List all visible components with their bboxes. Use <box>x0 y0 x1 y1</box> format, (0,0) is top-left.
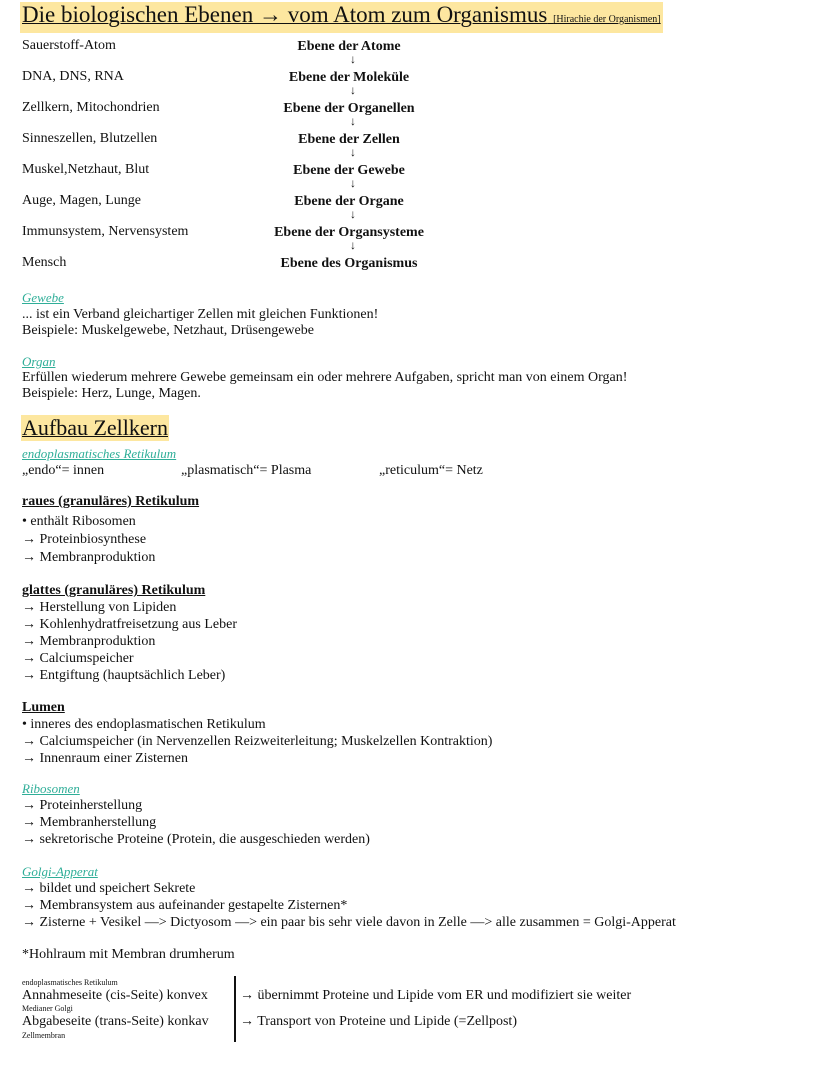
level-name: Ebene der Atome <box>297 39 401 54</box>
glattes-line: → Membranproduktion <box>22 634 156 649</box>
glattes-line: → Calciumspeicher <box>22 651 134 666</box>
organ-line: Beispiele: Herz, Lunge, Magen. <box>22 386 201 401</box>
level-example: Sinneszellen, Blutzellen <box>22 131 158 146</box>
er-term: „endo“= innen <box>22 463 105 478</box>
ribosomen-line: → Proteinherstellung <box>22 798 143 813</box>
gewebe-heading: Gewebe <box>22 290 64 305</box>
title-text: Die biologischen Ebenen → vom Atom zum Organismus <box>22 2 548 27</box>
level-example: Immunsystem, Nervensystem <box>22 224 189 239</box>
level-example: Muskel,Netzhaut, Blut <box>22 162 150 177</box>
arrow-down-icon: ↓ <box>350 176 356 190</box>
ribosomen-line: → sekretorische Proteine (Protein, die ausgeschieden werden) <box>22 832 370 847</box>
organ-heading: Organ <box>22 354 56 369</box>
er-term: „reticulum“= Netz <box>379 463 483 478</box>
table-label: Medianer Golgi <box>22 1004 73 1013</box>
glattes-line: → Herstellung von Lipiden <box>22 600 177 615</box>
table-right: → übernimmt Proteine und Lipide vom ER und modifiziert sie weiter <box>240 988 632 1003</box>
gewebe-line: ... ist ein Verband gleichartiger Zellen mit gleichen Funktionen! <box>22 307 379 322</box>
table-divider <box>234 976 236 1042</box>
er-heading: endoplasmatisches Retikulum <box>22 446 177 461</box>
table-label: Zellmembran <box>22 1031 66 1040</box>
golgi-line: → Membransystem aus aufeinander gestapelte Zisternen* <box>22 898 348 913</box>
table-label: endoplasmatisches Retikulum <box>22 978 118 987</box>
level-example: DNA, DNS, RNA <box>22 69 124 84</box>
level-name: Ebene der Zellen <box>298 132 400 147</box>
raues-line: → Membranproduktion <box>22 550 156 565</box>
level-name: Ebene der Organe <box>294 194 404 209</box>
glattes-heading: glattes (granuläres) Retikulum <box>22 583 206 598</box>
level-name: Ebene der Moleküle <box>288 70 410 85</box>
level-name: Ebene der Gewebe <box>293 163 405 178</box>
footnote: *Hohlraum mit Membran drumherum <box>22 947 235 962</box>
raues-line: • enthält Ribosomen <box>22 514 136 529</box>
golgi-line: → bildet und speichert Sekrete <box>22 881 196 896</box>
table-left: Annahmeseite (cis-Seite) konvex <box>22 988 208 1003</box>
lumen-line: • inneres des endoplasmatischen Retikulum <box>22 717 266 732</box>
level-name: Ebene der Organsysteme <box>274 225 424 240</box>
table-left: Abgabeseite (trans-Seite) konkav <box>22 1014 209 1029</box>
level-example: Sauerstoff-Atom <box>22 38 116 53</box>
title-note: [Hirachie der Organismen] <box>553 14 661 25</box>
ribosomen-heading: Ribosomen <box>22 781 80 796</box>
arrow-down-icon: ↓ <box>350 83 356 97</box>
arrow-down-icon: ↓ <box>350 238 356 252</box>
golgi-heading: Golgi-Apperat <box>22 864 98 879</box>
page-title <box>20 2 663 33</box>
arrow-down-icon: ↓ <box>350 52 356 66</box>
raues-heading: raues (granuläres) Retikulum <box>22 494 200 509</box>
arrow-down-icon: ↓ <box>350 114 356 128</box>
level-example: Zellkern, Mitochondrien <box>22 100 160 115</box>
arrow-down-icon: ↓ <box>350 207 356 221</box>
raues-line: → Proteinbiosynthese <box>22 532 147 547</box>
er-term: „plasmatisch“= Plasma <box>181 463 312 478</box>
lumen-line: → Innenraum einer Zisternen <box>22 751 188 766</box>
level-name: Ebene der Organellen <box>283 101 415 116</box>
organ-line: Erfüllen wiederum mehrere Gewebe gemeinsam ein oder mehrere Aufgaben, spricht man von einem Organ! <box>22 370 628 385</box>
golgi-line: → Zisterne + Vesikel —> Dictyosom —> ein paar bis sehr viele davon in Zelle —> alle zusammen = Golgi-Apperat <box>22 915 676 930</box>
level-example: Auge, Magen, Lunge <box>22 193 141 208</box>
level-example: Mensch <box>22 255 67 270</box>
lumen-heading: Lumen <box>22 700 65 715</box>
table-right: → Transport von Proteine und Lipide (=Zellpost) <box>240 1014 517 1029</box>
arrow-down-icon: ↓ <box>350 145 356 159</box>
ribosomen-line: → Membranherstellung <box>22 815 157 830</box>
section-title: Aufbau Zellkern <box>22 415 168 440</box>
glattes-line: → Entgiftung (hauptsächlich Leber) <box>22 668 226 683</box>
lumen-line: → Calciumspeicher (in Nervenzellen Reizweiterleitung; Muskelzellen Kontraktion) <box>22 734 493 749</box>
gewebe-line: Beispiele: Muskelgewebe, Netzhaut, Drüsengewebe <box>22 323 314 338</box>
glattes-line: → Kohlenhydratfreisetzung aus Leber <box>22 617 237 632</box>
level-name: Ebene des Organismus <box>280 256 418 271</box>
